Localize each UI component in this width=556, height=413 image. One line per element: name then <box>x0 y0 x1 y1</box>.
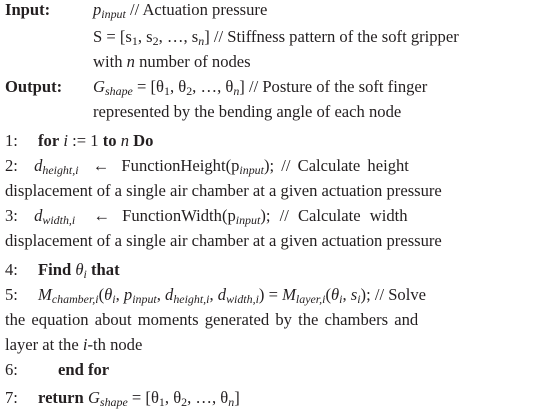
input-line-2: $S = [s_1$, $s_2$, …, $s_n$] // Stiffness pattern of the soft gripper <box>93 27 459 48</box>
step-1: 1: <box>5 131 18 150</box>
input-pressure-comment: // Actuation pressure <box>130 0 268 19</box>
output-line-2: represented by the bending angle of each node <box>93 102 402 121</box>
step-7-body: return $G_{shape} = [\theta_1$, $\theta_2$, …, $\theta_n$] <box>38 388 240 409</box>
step-1-body: for i := 1 to n Do <box>38 131 154 150</box>
step-2: 2: $d_{height,i}$ ← $FunctionHeight(p_{input})$; // Calculate height <box>5 156 409 177</box>
step-5: 5: <box>5 285 18 304</box>
output-label: Output: <box>5 77 63 96</box>
step-6-body: end for <box>58 360 110 379</box>
step-4: 4: <box>5 260 18 279</box>
output-line-1 <box>5 77 62 97</box>
step-4-body: Find $\theta_i$ that <box>38 260 120 281</box>
step-6: 6: <box>5 360 18 379</box>
step-5-equation: $M_{chamber,i}(\theta_i$, $p_{input}$, $d_{height,i}$, $d_{width,i}) = M_{layer,i}(\theta_i$, $s_i$); // Solve <box>38 285 426 306</box>
step-5-line-3: layer at the i-th node <box>5 335 143 354</box>
step-5-line-2: the equation about moments generated by the chambers and <box>5 310 419 329</box>
input-label: Input: <box>5 0 51 19</box>
step-3: 3: $d_{width,i}$ ← $FunctionWidth(p_{input})$; // Calculate width <box>5 206 408 227</box>
input-pressure-var: $p_{input}$ // Actuation pressure <box>93 0 268 21</box>
input-line-3: with n number of nodes <box>93 52 251 71</box>
step-7: 7: <box>5 388 18 407</box>
step-2-continued: displacement of a single air chamber at a given actuation pressure <box>5 181 442 200</box>
output-shape: $G_{shape} = [\theta_1$, $\theta_2$, …, $\theta_n$] // Posture of the soft finger <box>93 77 428 98</box>
input-line-1 <box>5 0 50 20</box>
step-3-continued: displacement of a single air chamber at a given actuation pressure <box>5 231 442 250</box>
